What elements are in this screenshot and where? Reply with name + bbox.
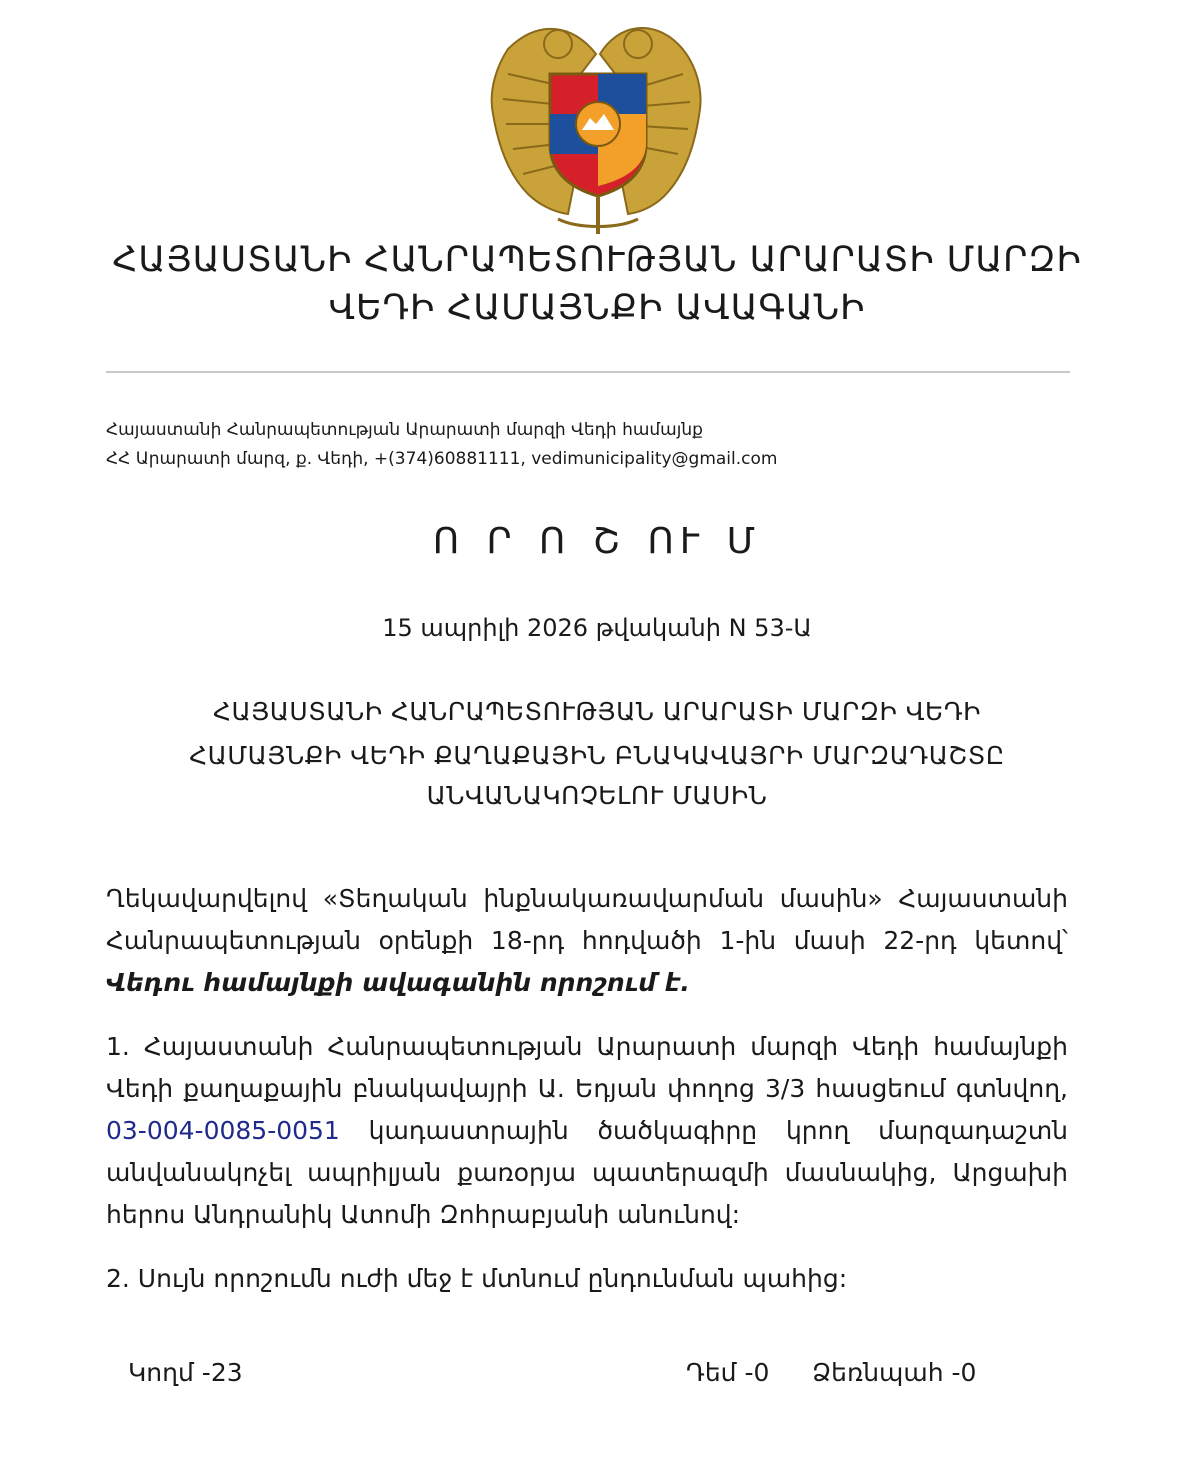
intro-text: Ղեկավարվելով «Տեղական ինքնակառավարման մասին» Հայաստանի Հանրապետության օրենքի 18-րդ հոդվածի 1-ին մասի 22-րդ կետով՝ [106,884,1068,955]
cadastral-code-link[interactable]: 03-004-0085-0051 [106,1116,340,1145]
subject-line3: ԱՆՎԱՆԱԿՈՉԵԼՈՒ ՄԱՍԻՆ [426,781,768,810]
address-line1: Հայաստանի Հանրապետության Արարատի մարզի Վեդի համայնք [106,420,703,440]
intro-paragraph [106,878,1068,1004]
item1-text-b: կադաստրային ծածկագիրը կրող մարզադաշտն անվանակոչել ապրիլյան քառօրյա պատերազմի մասնակից, Արցախի հերոս Անդրանիկ Ատոմի Զոհրաբյանի անունով: [106,1116,1069,1229]
votes-abstain: Ձեռնպահ -0 [812,1358,977,1387]
votes-for: Կողմ -23 [128,1358,243,1387]
org-title-line1: ՀԱՅԱՍՏԱՆԻ ՀԱՆՐԱՊԵՏՈՒԹՅԱՆ ԱՐԱՐԱՏԻ ՄԱՐԶԻ [112,240,1082,280]
item2-paragraph: 2. Սույն որոշումն ուժի մեջ է մտնում ընդունման պահից: [106,1264,848,1293]
address-line2: ՀՀ Արարատի մարզ, ք. Վեդի, +(374)60881111, vedimunicipality@gmail.com [106,449,778,469]
intro-decision-phrase: Վեդու համայնքի ավագանին որոշում է. [106,968,690,997]
subject-line2: ՀԱՄԱՅՆՔԻ ՎԵԴԻ ՔԱՂԱՔԱՅԻՆ ԲՆԱԿԱՎԱՅՐԻ ՄԱՐԶԱԴԱՇՏԸ [189,741,1005,770]
votes-against: Դեմ -0 [686,1358,770,1387]
item1-paragraph-part-b [106,1110,1068,1236]
armenia-coat-of-arms-icon [478,14,718,236]
org-title-line2: ՎԵԴԻ ՀԱՄԱՅՆՔԻ ԱՎԱԳԱՆԻ [328,288,866,328]
document-date-number: 15 ապրիլի 2026 թվականի N 53-Ա [382,614,812,642]
item1-paragraph-part-a: 1. Հայաստանի Հանրապետության Արարատի մարզի Վեդի համայնքի Վեդի քաղաքային բնակավայրի Ա. Եդյան փողոց 3/3 հասցեում գտնվող, [106,1032,1068,1103]
document-heading: Ո Ր Ո Շ ՈՒ Մ [432,521,762,562]
header-divider [106,371,1070,373]
subject-line1: ՀԱՅԱՍՏԱՆԻ ՀԱՆՐԱՊԵՏՈՒԹՅԱՆ ԱՐԱՐԱՏԻ ՄԱՐԶԻ ՎԵԴԻ [213,697,981,726]
